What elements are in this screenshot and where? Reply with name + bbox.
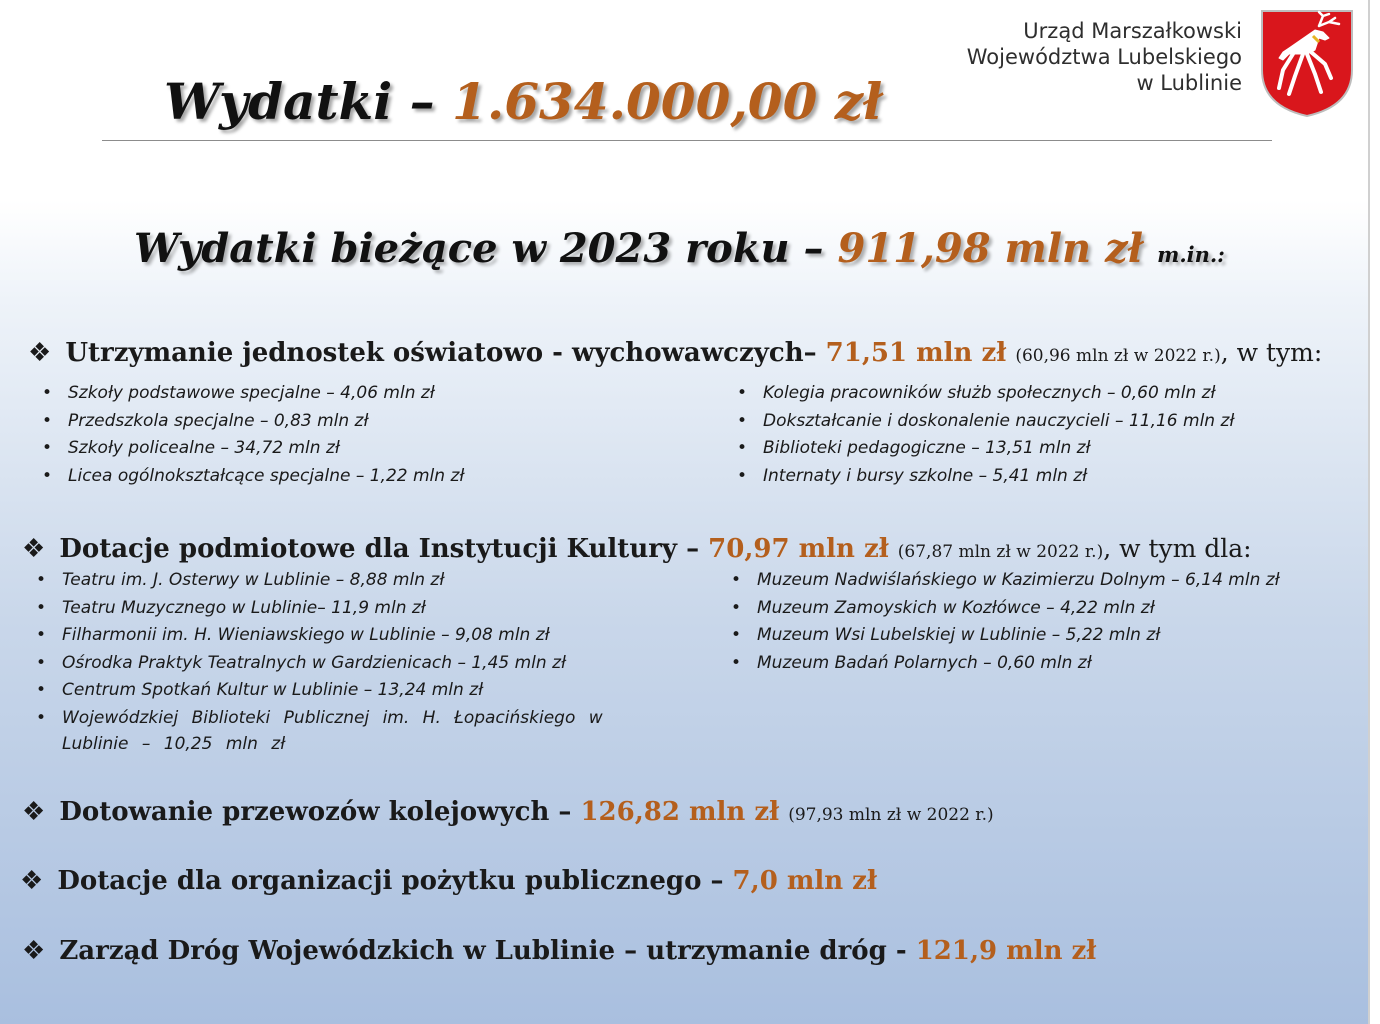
list-item: • Muzeum Badań Polarnych – 0,60 mln zł [731,650,1361,678]
section-education-tail: , w tym: [1220,338,1323,367]
subtitle [134,222,1225,282]
list-item: • Ośrodka Praktyk Teatralnych w Gardzienicach – 1,45 mln zł [36,650,656,678]
list-item: • Przedszkola specjalne – 0,83 mln zł [42,408,682,436]
diamond-bullet-icon: ❖ [22,534,46,564]
culture-list-right [731,567,1361,677]
list-item: • Muzeum Nadwiślańskiego w Kazimierzu Dolnym – 6,14 mln zł [731,567,1361,595]
list-item: • Internaty i bursy szkolne – 5,41 mln zł [737,463,1357,491]
section-rail-label: Dotowanie przewozów kolejowych – [59,797,572,827]
culture-list-left [36,567,656,757]
diamond-bullet-icon: ❖ [20,866,44,896]
list-item: • Filharmonii im. H. Wieniawskiego w Lublinie – 9,08 mln zł [36,622,656,650]
org-line-1: Urząd Marszałkowski [1023,19,1242,43]
section-roads-label: Zarząd Dróg Wojewódzkich w Lublinie – utrzymanie dróg - [59,936,907,966]
section-public-benefit [20,864,877,898]
title-divider [102,140,1272,141]
list-item: • Szkoły podstawowe specjalne – 4,06 mln zł [42,380,682,408]
lublin-voivodeship-crest-icon [1259,8,1355,118]
education-list-left [42,380,682,490]
subtitle-amount: 911,98 mln zł [837,225,1144,272]
section-roads-amount: 121,9 mln zł [915,936,1097,966]
organization-name [967,18,1242,96]
org-line-2: Województwa Lubelskiego [966,45,1242,69]
list-item: • Biblioteki pedagogiczne – 13,51 mln zł [737,435,1357,463]
section-culture [22,532,1252,569]
subtitle-suffix: m.in.: [1157,242,1225,267]
section-culture-prev: (67,87 mln zł w 2022 r.) [897,542,1104,562]
section-public-benefit-amount: 7,0 mln zł [732,866,877,896]
diamond-bullet-icon: ❖ [28,338,52,368]
title-amount: 1.634.000,00 zł [452,72,883,131]
org-line-3: w Lublinie [1136,71,1242,95]
section-education-amount: 71,51 mln zł [825,338,1007,368]
title-label: Wydatki – [164,72,435,131]
list-item: • Kolegia pracowników służb społecznych – 0,60 mln zł [737,380,1357,408]
window-edge [1370,0,1380,1024]
list-item: • Teatru Muzycznego w Lublinie– 11,9 mln zł [36,595,656,623]
section-culture-tail: , w tym dla: [1103,534,1252,563]
section-education [28,336,1322,373]
section-rail-prev: (97,93 mln zł w 2022 r.) [788,805,994,825]
list-item: • Licea ogólnokształcące specjalne – 1,22 mln zł [42,463,682,491]
list-item: • Centrum Spotkań Kultur w Lublinie – 13,24 mln zł [36,677,656,705]
section-culture-amount: 70,97 mln zł [708,534,889,564]
subtitle-label: Wydatki bieżące w 2023 roku – [134,225,824,272]
section-education-label: Utrzymanie jednostek oświatowo - wychowawczych– [65,338,817,368]
diamond-bullet-icon: ❖ [22,797,46,827]
section-education-prev: (60,96 mln zł w 2022 r.) [1015,346,1221,366]
list-item: • Muzeum Zamoyskich w Kozłówce – 4,22 mln zł [731,595,1361,623]
list-item: • Dokształcanie i doskonalenie nauczycieli – 11,16 mln zł [737,408,1357,436]
section-roads [22,934,1096,968]
section-public-benefit-label: Dotacje dla organizacji pożytku publicznego – [57,866,724,896]
page-title [164,66,882,138]
education-list-right [737,380,1357,490]
section-rail [22,795,994,832]
diamond-bullet-icon: ❖ [22,936,46,966]
section-rail-amount: 126,82 mln zł [580,797,780,827]
list-item: • Muzeum Wsi Lubelskiej w Lublinie – 5,22 mln zł [731,622,1361,650]
list-item: • Wojewódzkiej Biblioteki Publicznej im. H. Łopacińskiego w Lublinie – 10,25 mln zł [36,705,656,757]
list-item: • Szkoły policealne – 34,72 mln zł [42,435,682,463]
section-culture-label: Dotacje podmiotowe dla Instytucji Kultury – [59,534,700,564]
list-item: • Teatru im. J. Osterwy w Lublinie – 8,88 mln zł [36,567,656,595]
